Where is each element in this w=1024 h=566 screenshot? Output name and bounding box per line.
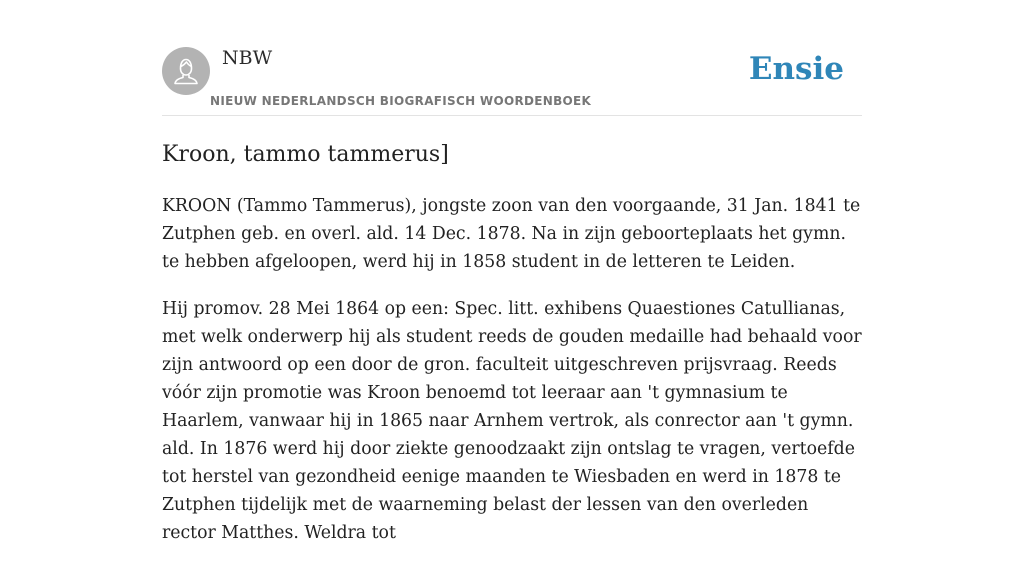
article-body	[162, 192, 862, 566]
source-abbreviation[interactable]: NBW	[222, 47, 273, 69]
ensie-logo[interactable]: Ensie	[748, 51, 844, 87]
article-title: Kroon, tammo tammerus]	[162, 142, 449, 167]
article-paragraph: KROON (Tammo Tammerus), jongste zoon van den voorgaande, 31 Jan. 1841 te Zutphen geb. en overl. ald. 14 Dec. 1878. Na in zijn geboorteplaats het gymn. te hebben afgeloopen, werd hij in 1858 student in de letteren te Leiden.	[162, 196, 861, 272]
article-paragraph: Hij promov. 28 Mei 1864 op een: Spec. litt. exhibens Quaestiones Catullianas, met welk onderwerp hij als student reeds de gouden medaille had behaald voor zijn antwoord op een door de gron. faculteit uitgeschreven prijsvraag. Reeds vóór zijn promotie was Kroon benoemd tot leeraar aan 't gymnasium te Haarlem, vanwaar hij in 1865 naar Arnhem vertrok, als conrector aan 't gymn. ald. In 1876 werd hij door ziekte genoodzaakt zijn ontslag te vragen, vertoefde tot herstel van gezondheid eenige maanden te Wiesbaden en werd in 1878 te Zutphen tijdelijk met de waarneming belast der lessen van den overleden rector Matthes. Weldra tot	[162, 299, 862, 543]
source-full-name[interactable]: NIEUW NEDERLANDSCH BIOGRAFISCH WOORDENBOEK	[210, 94, 592, 108]
user-silhouette-icon	[162, 47, 210, 95]
source-header	[162, 0, 862, 116]
